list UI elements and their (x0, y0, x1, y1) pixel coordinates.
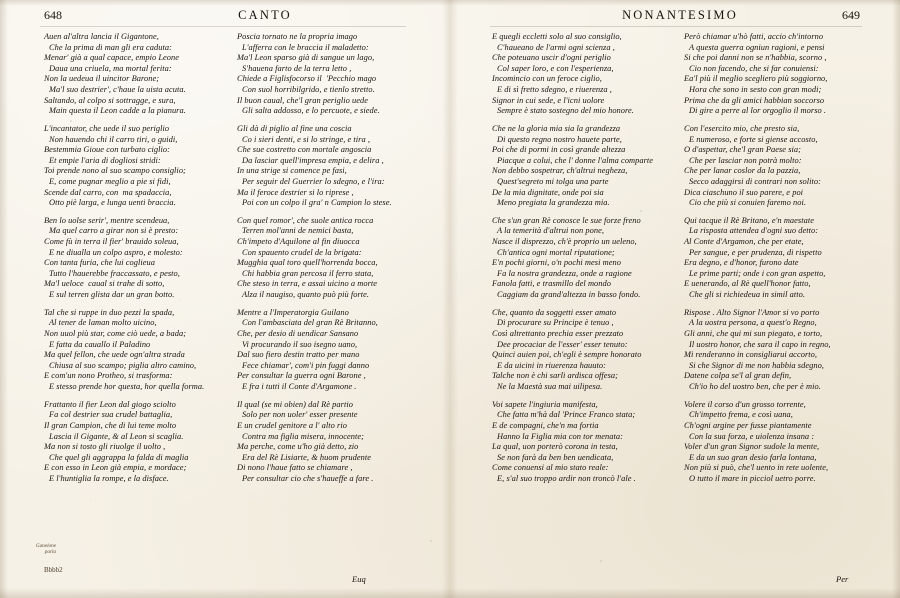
verse-line: Al tener de laman molto uicino, (49, 318, 157, 328)
verse-line: Che per lanar coslor da la pazzia, (684, 166, 801, 176)
paper-speck (600, 560, 602, 562)
verse-line: Col saper loro, e con l'esperienza, (497, 63, 614, 73)
verse-line: Ma perche, come u'ho già detto, zio (237, 442, 359, 452)
verse-line: Ch'ogni argine per fusse piantamente (684, 420, 812, 430)
verse-line: Al Conte d'Argamon, che per etate, (684, 237, 804, 247)
verse-line: Il buon caual, che'l gran periglio uede (237, 95, 368, 105)
verse-line: Dica ciaschuno il suo parere, e poi (684, 187, 804, 197)
quire-signature: Bbbb2 (44, 566, 63, 574)
verse-line: O d'aspettar, che'l gran Paese sia; (684, 145, 801, 155)
page-edge-top (0, 0, 900, 6)
verse-line: Toi prende nono al suo scampo consiglio; (44, 166, 186, 176)
verse-line: Con quel romor', che suole antica rocca (237, 215, 374, 225)
verse-line: O tutto il mare in picciol uetro porre. (689, 473, 816, 483)
verse-line: Ch'antica ogni mortal riputatione; (497, 247, 615, 257)
verse-line: Che sue costretto con mortale angoscia (237, 145, 372, 155)
text-column-1 (44, 32, 230, 492)
verse-line: Di gire a perre al lor orgoglio il morso . (689, 106, 827, 116)
verse-line: Voler d'un gran Signor sudole la mente, (684, 442, 820, 452)
verse-line: Dee procaciar de l'esser' esser tenuto: (497, 339, 628, 349)
verse-line: Solo per non uoler' esser presente (242, 410, 358, 420)
verse-line: E fra i tutti il Conte d'Argamone . (242, 381, 357, 391)
verse-line: Hanno la Figlia mia con tor menata: (497, 431, 623, 441)
verse-line: Vi procurando il suo isegno uano, (242, 339, 358, 349)
verse-line: Se non farà da ben ben uendicata, (497, 452, 614, 462)
verse-line: Hora che sono in sesto con gran modi; (689, 84, 822, 94)
verse-line: E un crudel genitore a l' alto rio (237, 420, 347, 430)
verse-line: Cio non facendo, che si far conuiensi: (689, 63, 819, 73)
verse-line: E com'un nono Protheo, si trasforma: (44, 371, 173, 381)
verse-line: Per consultar la guerra ogni Barone , (237, 371, 366, 381)
verse-line: Non la uedeua il uincitor Barone; (44, 74, 160, 84)
verse-line: Era degno, e d'honor, furono date (684, 258, 799, 268)
verse-line: Ea'l più il meglio scegliero più soggiorno, (684, 74, 828, 84)
verse-line: E da un suo gran desio farla lontana, (689, 452, 817, 462)
verse-line: Chiusa al suo scampo; piglia altro camino, (49, 360, 197, 370)
verse-line: Fece chiamar', com'i pin fuggi danno (242, 360, 370, 370)
verse-line: Ben lo uolse serir', mentre scendeua, (44, 215, 170, 225)
verse-line: Quinci auien poi, ch'egli è sempre honorato (492, 350, 642, 360)
verse-line: Poi con un colpo il gra' n Campion lo stese. (242, 198, 392, 208)
verse-line: Auen al'altra lancia il Gigantone, (44, 32, 159, 41)
verse-line: E de compagni, che'n ma fortia (492, 420, 599, 430)
verse-line: A questa guerra ogniun ragioni, e pensi (689, 42, 825, 52)
verse-line: Con l'esercito mio, che presto sia, (684, 123, 800, 133)
verse-line: Mugghia qual toro quell'horrenda bocca, (237, 258, 378, 268)
verse-line: Che la prima di man gli era caduta: (49, 42, 172, 52)
verse-line: Con l'ambasciata del gran Rè Britanno, (242, 318, 378, 328)
verse-line: Però chiamar u'hò fatti, accio ch'intorno (684, 32, 824, 41)
verse-line: Il uostro honor, che sara il capo in regno, (689, 339, 831, 349)
verse-line: De la mia dignitate, onde poi sia (492, 187, 604, 197)
stanza (492, 216, 678, 301)
verse-line: Talche non è chi sarli ardisca offesa; (492, 371, 618, 381)
verse-line: Chi habbia gran percosa il ferro stata, (242, 268, 374, 278)
verse-line: L'incantator, che uede il suo periglio (44, 123, 170, 133)
verse-line: Per sangue, e per prudenza, di rispetto (689, 247, 822, 257)
folio-number-left: 648 (44, 8, 62, 22)
stanza (684, 400, 870, 485)
stanza (492, 308, 678, 393)
verse-line: Tutto l'hauerebbe fraccassato, e pesto, (49, 268, 180, 278)
verse-line: E da uicini in riuerenza hauuto: (497, 360, 606, 370)
verse-line: Il gran Campion, che di lui teme molto (44, 420, 177, 430)
verse-line: Ma il feroce destrier si lo riprese , (237, 187, 354, 197)
verse-line: E numeroso, e forte si giense accosto, (689, 134, 818, 144)
verse-line: Ch'io ho del uostro ben, che per è mio. (689, 381, 821, 391)
running-head-left: CANTO (238, 8, 292, 22)
verse-line: Ma'l ueloce caual si trahe di sotto, (44, 279, 165, 289)
verse-line: Fa col destrier sua crudel battaglia, (49, 410, 173, 420)
verse-line: Volere il corso d'un grosso torrente, (684, 399, 806, 409)
verse-line: C'haueano de l'armi ogni scienza , (497, 42, 615, 52)
verse-line: Mi renderanno in consigliarui accorto, (684, 350, 818, 360)
verse-line: Come fù in terra il fier' brauido soleua, (44, 237, 179, 247)
verse-line: Che gli si richiedeua in simil atto. (689, 290, 806, 300)
verse-line: Che, quanto da soggetti esser amato (492, 307, 617, 317)
stanza (44, 124, 230, 209)
verse-line: Ne la Maestà sua mai uilipesa. (497, 381, 603, 391)
verse-line: Così altrettanto prechia esser prezzato (492, 329, 624, 338)
verse-line: Qui tacque il Rè Britano, e'n maestate (684, 215, 814, 225)
verse-line: E stesso prende hor questa, hor quella forma. (49, 381, 205, 391)
verse-line: Che, per desio di uendicar Sansano (237, 329, 359, 338)
verse-line: Signor in cui sede, e l'icni uolore (492, 95, 605, 105)
verse-line: Non uuol più star, come ciò uede, a bada; (44, 329, 187, 338)
page-edge-bottom (0, 588, 900, 598)
verse-line: Fanola fatti, e trasmillo del mondo (492, 279, 611, 289)
verse-line: Otto piè larga, e lunga uenti braccia. (49, 198, 176, 208)
stanza (237, 124, 423, 209)
verse-line: Daua una criuela, ma mortal ferita: (49, 63, 172, 73)
verse-line: Gli dà di piglio al fine una coscia (237, 123, 352, 133)
verse-line: Frattanto il fier Leon dal giogo sciolto (44, 399, 176, 409)
verse-line: Gli anni, che qui mi sun piegato, e torto, (684, 329, 823, 338)
page-edge-left (0, 0, 8, 598)
verse-line: Quest'segreto mi tolga una parte (497, 176, 609, 186)
verse-line: Ma'l Leon sparso già di sangue un lago, (237, 53, 375, 63)
verse-line: Nasce il disprezzo, ch'è proprio un ueleno, (492, 237, 637, 247)
verse-line: Menar' già a qual capace, empio Leone (44, 53, 180, 63)
page-edge-right (892, 0, 900, 598)
verse-line: Con spauento crudel de la brigata: (242, 247, 362, 257)
verse-line: E, s'al suo troppo ardir non troncò l'ale . (497, 473, 636, 483)
stanza (44, 216, 230, 301)
verse-line: Da lasciar quell'impresa empia, e delira , (242, 155, 384, 165)
verse-line: Sempre è stato sostegno del mio honore. (497, 106, 634, 116)
stanza (44, 32, 230, 117)
verse-line: Come conuensi al mio stato reale: (492, 463, 609, 473)
header-rule-left (40, 26, 406, 27)
verse-line: Di questo regno nostro hauete parte, (497, 134, 622, 144)
verse-line: Con tanta furia, che lui coglieua (44, 258, 155, 268)
verse-line: Che ne la gloria mia sia la grandezza (492, 123, 621, 133)
verse-line: Main questa il Leon cadde a la pianura. (49, 106, 186, 116)
verse-line: Bestemmia Gioue con turbato ciglio: (44, 145, 170, 155)
verse-line: Si che poi danni non se n'habbia, scorno , (684, 53, 827, 63)
catchword-right: Per (836, 574, 849, 584)
page-gutter-shadow (442, 0, 458, 598)
stanza (492, 124, 678, 209)
verse-line: Il qual (se mi obien) dal Rè partio (237, 399, 353, 409)
stanza (684, 32, 870, 117)
stanza (237, 32, 423, 117)
verse-line: A la uostra persona, a quest'o Regno, (689, 318, 817, 328)
verse-line: Secco adaggirsi di contrari non solito: (689, 176, 821, 186)
verse-line: E con esso in Leon già empia, e mordace; (44, 463, 187, 473)
paper-speck (430, 540, 432, 542)
verse-line: Meno pregiata la grandezza mia. (497, 198, 610, 208)
verse-line: In una strige si comence pe fasi, (237, 166, 347, 176)
verse-line: Alza il naugiso, quanto può più forte. (242, 290, 370, 300)
stanza (237, 216, 423, 301)
verse-line: E ne diualla un colpo aspro, e molesto: (49, 247, 183, 257)
stanza (684, 124, 870, 209)
verse-line: A la temerità d'altrui non pone, (497, 226, 604, 236)
verse-line: Di nono l'haue fatto se chiamare , (237, 463, 353, 473)
verse-line: Ch'impetto frema, e così uana, (689, 410, 793, 420)
verse-line: Rispose . Alto Signor l'Amor si vo porto (684, 307, 820, 317)
stanza (684, 216, 870, 301)
verse-line: La qual, uon porterò corona in testa, (492, 442, 618, 452)
verse-line: Cio che più si conuien faremo noi. (689, 198, 806, 208)
verse-line: Poscia tornato ne la propria imago (237, 32, 358, 41)
header-rule-right (490, 26, 862, 27)
verse-line: Dal suo fiero destin tratto per mano (237, 350, 360, 360)
verse-line: Non hauendo chi il carro tiri, o guidi, (49, 134, 178, 144)
marginal-note: Ganelone parla (35, 543, 56, 555)
verse-line: Per consultar cio che s'haueffe a fare . (242, 473, 374, 483)
verse-line: Non più si può, che'l uento in rete uolente, (684, 463, 829, 473)
verse-line: E'n pochi giorni, o'n pochi mesi meno (492, 258, 621, 268)
verse-line: E sul terren glista dar un gran botto. (49, 290, 175, 300)
verse-line: E di sì fretto sdegno, e riuerenza , (497, 84, 612, 94)
verse-line: Che fatta m'hà dal 'Prince Franco stata; (497, 410, 636, 420)
verse-line: Ma quel carro a girar non si è presto: (49, 226, 179, 236)
verse-line: Di procurare su Principe è tenuo , (497, 318, 614, 328)
stanza (492, 400, 678, 485)
verse-line: E l'huntiglia la rompe, e la disface. (49, 473, 169, 483)
verse-line: Si che Signor di me non habbia sdegno, (689, 360, 824, 370)
verse-line: Che quel gli aggrappa la falda di maglia (49, 452, 189, 462)
verse-line: Mentre a l'Imperatorgia Guilano (237, 307, 349, 317)
verse-line: E, come pugnar meglio a pie si fidi, (49, 176, 171, 186)
verse-line: Scende dal carro, con ma spadaccia, (44, 187, 172, 197)
verse-line: Ma'l suo destrier', c'haue la uista acuta. (49, 84, 186, 94)
verse-line: Gli salta addosso, e lo percuote, e siede. (242, 106, 380, 116)
verse-line: Prima che da gli amici habbian soccorso (684, 95, 825, 105)
stanza (237, 400, 423, 485)
verse-line: Con suol horribilgrido, e tienlo stretto. (242, 84, 375, 94)
verse-line: Con la sua forza, e uiolenza insana : (689, 431, 815, 441)
verse-line: La risposta attendea d'ogni suo detto: (689, 226, 819, 236)
verse-line: E quegli eccletti solo al suo consiglio, (492, 32, 622, 41)
stanza (44, 308, 230, 393)
verse-line: Non debbo sospetrar, ch'altrui negheza, (492, 166, 628, 176)
stanza (492, 32, 678, 117)
verse-line: E uenerando, al Rè quell'honor fatto, (684, 279, 811, 289)
verse-line: Che s'un gran Rè conosce le sue forze freno (492, 215, 641, 225)
text-column-3 (492, 32, 678, 492)
verse-line: Lascia il Gigante, & al Leon si scaglia. (49, 431, 184, 441)
verse-line: Poi che di pormi in così grande altezza (492, 145, 626, 155)
verse-line: Ma non si tosto gli riuolge il uolto , (44, 442, 166, 452)
stanza (684, 308, 870, 393)
verse-line: Voi sapete l'ingiuria manifesta, (492, 399, 598, 409)
verse-line: Co i sieri denti, e si lo stringe, e tira , (242, 134, 371, 144)
verse-line: Chiede a Figlisfocorso il 'Pecchio mago (237, 74, 377, 84)
verse-line: Fa la nostra grandezza, onde a ragione (497, 268, 632, 278)
verse-line: Le prime parti; onde i con gran aspetto, (689, 268, 826, 278)
verse-line: Tal che si ruppe in duo pezzi la spada, (44, 307, 175, 317)
verse-line: L'afferra con le braccia il maladetto: (242, 42, 369, 52)
verse-line: E fatta da cauallo il Paladino (49, 339, 151, 349)
verse-line: Ch'impeto d'Aquilone al fin diuocca (237, 237, 360, 247)
verse-line: S'hauena farto de la terra letto , (242, 63, 352, 73)
running-head-right: NONANTESIMO (622, 8, 738, 22)
verse-line: Ma quel fellon, che uede ogn'altra strada (44, 350, 185, 360)
verse-line: Piacque a colui, che l' donne l'alma comparte (497, 155, 654, 165)
verse-line: Et empie l'aria di dogliosi stridi: (49, 155, 161, 165)
stanza (44, 400, 230, 485)
paper-speck (90, 500, 91, 501)
verse-line: Incomincio con un feroce ciglio, (492, 74, 602, 84)
stanza (237, 308, 423, 393)
verse-line: Contra ma figlia misera, innocente; (242, 431, 365, 441)
verse-line: Datene colpa se'l al gran defin, (684, 371, 792, 381)
verse-line: Che poteuano uscir d'ogni periglio (492, 53, 611, 63)
text-column-4 (684, 32, 870, 492)
verse-line: Caggiam da grand'altezza in basso fondo. (497, 290, 641, 300)
verse-line: Per seguir del Guerrier lo sdegno, e l'ira: (242, 176, 385, 186)
text-column-2 (237, 32, 423, 492)
folio-number-right: 649 (842, 8, 860, 22)
verse-line: Che per lasciar non potrà molto: (689, 155, 802, 165)
verse-line: Era del Rè Lisiarte, & huom prudente (242, 452, 372, 462)
catchword-left: Euq (352, 574, 366, 584)
verse-line: Saltando, al colpo si sottragge, e sura, (44, 95, 176, 105)
verse-line: Che steso in terra, e assai uicino a morte (237, 279, 378, 289)
verse-line: Terren mol'anni de nemici basta, (242, 226, 354, 236)
